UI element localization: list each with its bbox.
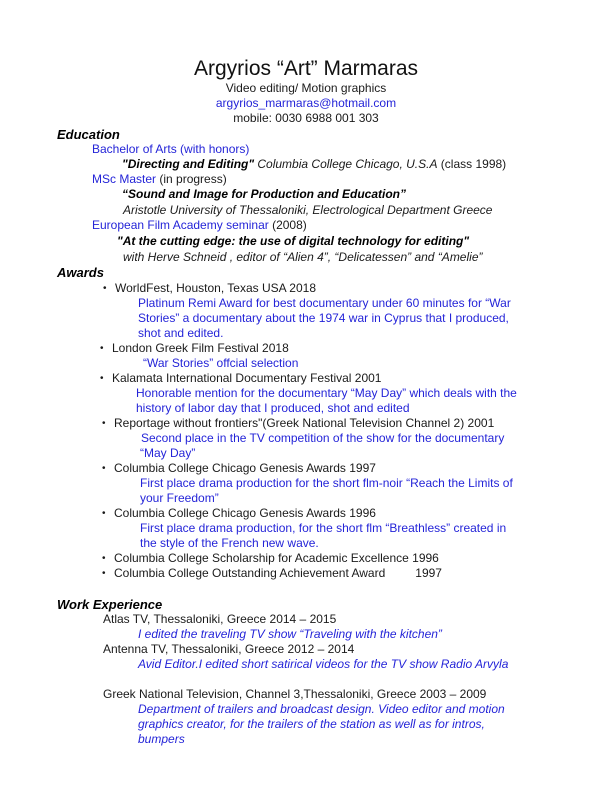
work-desc: bumpers (138, 732, 185, 746)
awards-heading: Awards (57, 265, 104, 280)
degree-label: European Film Academy seminar (92, 218, 269, 232)
education-degree (92, 142, 249, 157)
degree-note: (in progress) (156, 172, 227, 186)
award-desc: the style of the French new wave. (140, 536, 319, 550)
award-title: • Columbia College Chicago Genesis Awards 1997 (114, 461, 376, 476)
award-desc: First place drama production for the short flm-noir “Reach the Limits of (140, 476, 513, 490)
award-desc: your Freedom” (140, 491, 219, 505)
education-subject (122, 157, 506, 172)
award-desc: history of labor day that I produced, shot and edited (136, 401, 410, 415)
education-subject: “Sound and Image for Production and Education” (122, 187, 407, 201)
education-institution: Aristotle University of Thessaloniki, Electrological Department Greece (123, 203, 493, 217)
award-title: • Kalamata International Documentary Festival 2001 (112, 371, 381, 386)
award-title: • Columbia College Chicago Genesis Awards 1996 (114, 506, 376, 521)
work-employer: Antenna TV, Thessaloniki, Greece 2012 – 2014 (103, 642, 355, 656)
award-desc: Platinum Remi Award for best documentary under 60 minutes for “War (138, 296, 511, 310)
education-subject: "At the cutting edge: the use of digital technology for editing" (117, 234, 470, 248)
work-desc: Department of trailers and broadcast design. Video editor and motion (138, 702, 505, 716)
award-title: • WorldFest, Houston, Texas USA 2018 (115, 281, 316, 296)
award-desc: shot and edited. (138, 326, 224, 340)
education-heading: Education (57, 127, 120, 142)
award-title: • London Greek Film Festival 2018 (112, 341, 289, 356)
education-institution: with Herve Schneid , editor of “Alien 4”, “Delicatessen” and “Amelie” (123, 250, 483, 264)
award-title: • Reportage without frontiers"(Greek National Television Channel 2) 2001 (114, 416, 494, 431)
mobile-number: mobile: 0030 6988 001 303 (233, 111, 379, 125)
award-desc: First place drama production, for the short flm “Breathless” created in (140, 521, 507, 535)
award-desc: “War Stories” offcial selection (143, 356, 299, 370)
degree-note: (2008) (268, 218, 307, 232)
resume-name: Argyrios “Art” Marmaras (193, 57, 419, 80)
work-desc: Avid Editor.I edited short satirical videos for the TV show Radio Arvyla (138, 657, 509, 671)
award-title: • Columbia College Scholarship for Academic Excellence 1996 (114, 551, 439, 566)
award-desc: Second place in the TV competition of the show for the documentary (141, 431, 505, 445)
award-title: • Columbia College Outstanding Achievement Award 1997 (114, 566, 442, 581)
class-year: (class 1998) (437, 157, 507, 171)
subject-label: "Directing and Editing" (122, 157, 255, 171)
email-link[interactable]: argyrios_marmaras@hotmail.com (215, 96, 397, 110)
award-desc: “May Day” (140, 446, 196, 460)
award-desc: Honorable mention for the documentary “May Day” which deals with the (136, 386, 517, 400)
institution-label: Columbia College Chicago, U.S.A (254, 157, 438, 171)
work-desc: graphics creator, for the trailers of the station as well as for intros, (138, 717, 485, 731)
work-employer: Atlas TV, Thessaloniki, Greece 2014 – 2015 (103, 612, 337, 626)
degree-label: MSc Master (92, 172, 157, 186)
education-degree (92, 218, 307, 233)
award-desc: Stories” a documentary about the 1974 war in Cyprus that I produced, (138, 311, 509, 325)
education-degree (92, 172, 227, 187)
resume-title: Video editing/ Motion graphics (225, 81, 387, 95)
work-heading: Work Experience (57, 597, 163, 612)
work-desc: I edited the traveling TV show “Traveling with the kitchen” (138, 627, 442, 641)
work-employer: Greek National Television, Channel 3,Thessaloniki, Greece 2003 – 2009 (103, 687, 487, 701)
degree-label: Bachelor of Arts (with honors) (92, 142, 250, 156)
